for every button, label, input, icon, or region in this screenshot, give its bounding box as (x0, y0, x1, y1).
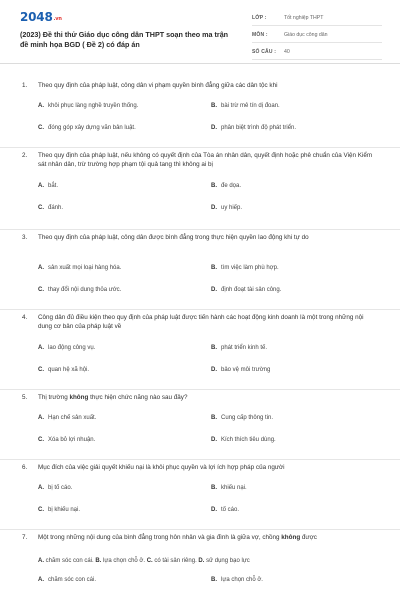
question-text: Theo quy định của pháp luật, công dân được bình đẳng trong thực hiện quyền lao động khi tự do (38, 234, 309, 241)
option-b[interactable]: B. Cung cấp thông tin. (211, 415, 274, 421)
option-d[interactable]: D. phân biệt trình độ phát triển. (211, 125, 297, 131)
meta-question-count: SỐ CÂU : 40 (252, 46, 382, 60)
option-a[interactable]: A. bắt. (38, 183, 59, 189)
question-6: 6. Mục đích của việc giải quyết khiếu nại là khôi phục quyền và lợi ích hợp pháp của người A. bị tố cáo. B. khiếu nại. C. bị khiếu nại. D. tố cáo. (0, 460, 400, 530)
option-b[interactable]: B. lựa chọn chỗ ở. (211, 577, 263, 583)
option-a[interactable]: A. chăm sóc con cái. (38, 577, 97, 583)
option-d[interactable]: D. Kích thích tiêu dùng. (211, 437, 276, 443)
question-text: Mục đích của việc giải quyết khiếu nại là khôi phục quyền và lợi ích hợp pháp của người (38, 464, 285, 471)
option-c[interactable]: C. bị khiếu nại. (38, 507, 81, 513)
option-a[interactable]: A. bị tố cáo. (38, 485, 73, 491)
meta-class: LỚP : Tốt nghiệp THPT (252, 12, 382, 26)
question-1: 1. Theo quy định của pháp luật, công dân vi phạm quyền bình đẳng giữa các dân tộc khi A. khôi phục làng nghề truyền thống. B. bài trừ mê tín dị đoan. C. đóng góp xây dựng văn bản luật. D. phân biệt trình độ phát triển. (0, 78, 400, 148)
question-text: Thị trường không thực hiện chức năng nào sau đây? (38, 394, 188, 401)
option-a[interactable]: A. sản xuất mọi loại hàng hóa. (38, 265, 122, 271)
option-a[interactable]: A. khôi phục làng nghề truyền thống. (38, 103, 139, 109)
option-a[interactable]: A. lao động công vụ. (38, 345, 96, 351)
option-c[interactable]: C. quan hệ xã hội. (38, 367, 90, 373)
document-header (0, 0, 400, 64)
question-3: 3. Theo quy định của pháp luật, công dân được bình đẳng trong thực hiện quyền lao động khi tự do A. sản xuất mọi loại hàng hóa. B. tìm việc làm phù hợp. C. thay đổi nội dung thỏa ước. D. định đoạt tài sản công. (0, 230, 400, 310)
meta-subject: MÔN : Giáo dục công dân (252, 29, 382, 43)
question-2: 2. Theo quy định của pháp luật, nếu không có quyết định của Tòa án nhân dân, quyết định hoặc phê chuẩn của Viện Kiểm sát nhân dân, trừ trường hợp phạm tội quả tang thì không ai bị A. bắt. B. đe dọa. C. đánh. D. uy hiếp. (0, 148, 400, 230)
option-b[interactable]: B. đe dọa. (211, 183, 242, 189)
option-d[interactable]: D. bảo vệ môi trường (211, 367, 271, 373)
question-4: 4. Công dân đủ điều kiện theo quy định của pháp luật được tiến hành các hoạt động kinh doanh là một trong những nội dung cơ bản của pháp luật về A. lao động công vụ. B. phát triển kinh tế. C. quan hệ xã hội. D. bảo vệ môi trường (0, 310, 400, 390)
document-meta (252, 12, 382, 63)
question-text: Theo quy định của pháp luật, nếu không có quyết định của Tòa án nhân dân, quyết định hoặc phê chuẩn của Viện Kiểm sát nhân dân, trừ trường hợp phạm tội quả tang thì không ai bị (38, 152, 373, 168)
option-b[interactable]: B. bài trừ mê tín dị đoan. (211, 103, 280, 109)
option-b[interactable]: B. phát triển kinh tế. (211, 345, 268, 351)
question-7: 7. Một trong những nội dung của bình đẳng trong hôn nhân và gia đình là giữa vợ, chồng không được A. chăm sóc con cái. B. lựa chọn chỗ ở. C. có tài sản riêng. D. sử dụng bạo lực A. chăm sóc con cái. B. lựa chọn chỗ ở. (0, 530, 400, 596)
option-b[interactable]: B. tìm việc làm phù hợp. (211, 265, 279, 271)
option-c[interactable]: C. đóng góp xây dựng văn bản luật. (38, 125, 136, 131)
inline-options: A. chăm sóc con cái. B. lựa chọn chỗ ở. C. có tài sản riêng. D. sử dụng bạo lực (38, 558, 250, 564)
option-b[interactable]: B. khiếu nại. (211, 485, 247, 491)
question-5: 5. Thị trường không thực hiện chức năng nào sau đây? A. Hạn chế sản xuất. B. Cung cấp thông tin. C. Xóa bỏ lợi nhuận. D. Kích thích tiêu dùng. (0, 390, 400, 460)
page-title: (2023) Đề thi thử Giáo dục công dân THPT soạn theo ma trận đề minh họa BGD ( Đề 2) có đáp án (20, 30, 229, 50)
question-text: Theo quy định của pháp luật, công dân vi phạm quyền bình đẳng giữa các dân tộc khi (38, 82, 278, 89)
question-text: Công dân đủ điều kiện theo quy định của pháp luật được tiến hành các hoạt động kinh doanh là một trong những nội dung cơ bản của pháp luật về (38, 314, 364, 330)
site-logo[interactable]: 2048.vn (20, 10, 62, 24)
option-c[interactable]: C. đánh. (38, 205, 64, 211)
option-c[interactable]: C. thay đổi nội dung thỏa ước. (38, 287, 122, 293)
option-d[interactable]: D. uy hiếp. (211, 205, 243, 211)
question-text: Một trong những nội dung của bình đẳng trong hôn nhân và gia đình là giữa vợ, chồng không được (38, 534, 317, 541)
question-list (0, 78, 400, 596)
option-d[interactable]: D. định đoạt tài sản công. (211, 287, 282, 293)
option-d[interactable]: D. tố cáo. (211, 507, 240, 513)
option-a[interactable]: A. Hạn chế sản xuất. (38, 415, 97, 421)
option-c[interactable]: C. Xóa bỏ lợi nhuận. (38, 437, 96, 443)
